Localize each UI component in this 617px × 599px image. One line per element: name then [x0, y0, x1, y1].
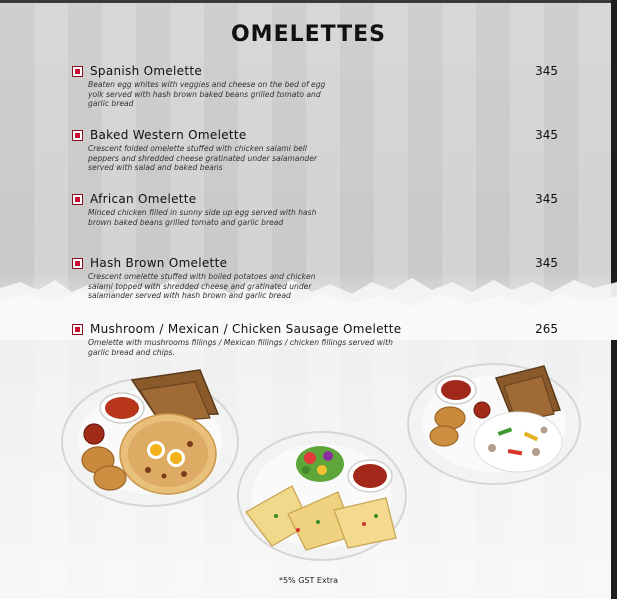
menu-item-name: Hash Brown Omelette [90, 256, 228, 270]
bullet-square-icon [72, 258, 83, 269]
bullet-square-icon [72, 66, 83, 77]
menu-item-description: Crescent folded omelette stuffed with chicken salami bell peppers and shredded cheese gratinated under salamander served with salad and baked beans [88, 144, 318, 172]
menu-item-price: 345 [535, 192, 558, 206]
menu-item-header [72, 64, 562, 78]
menu-item-price: 265 [535, 322, 558, 336]
menu-item-header [72, 256, 562, 270]
bullet-square-icon [72, 194, 83, 205]
menu-item-name: African Omelette [90, 192, 197, 206]
menu-item [72, 256, 562, 301]
menu-item-price: 345 [535, 64, 558, 78]
baked-western-omelette-plate-image [236, 426, 408, 566]
menu-item-description: Omelette with mushrooms fillings / Mexican fillings / chicken fillings served with garlic bread and chips. [88, 338, 393, 357]
bullet-square-icon [72, 130, 83, 141]
gst-footnote: *5% GST Extra [278, 576, 339, 585]
menu-item-name: Baked Western Omelette [90, 128, 247, 142]
menu-item [72, 64, 562, 109]
african-omelette-plate-image [404, 360, 584, 490]
menu-item-header [72, 128, 562, 142]
menu-item-name: Spanish Omelette [90, 64, 203, 78]
menu-item-header [72, 322, 562, 336]
menu-item-description: Minced chicken filled in sunny side up egg served with hash brown baked beans grilled tomato and garlic bread [88, 208, 317, 227]
menu-item-price: 345 [535, 128, 558, 142]
bullet-square-icon [72, 324, 83, 335]
menu-item-name: Mushroom / Mexican / Chicken Sausage Omelette [90, 322, 402, 336]
menu-item-description: Beaten egg whites with veggies and cheese on the bed of egg yolk served with hash brown baked beans grilled tomato and garlic bread [88, 80, 326, 108]
menu-item [72, 322, 562, 357]
menu-title: OMELETTES [230, 22, 387, 47]
menu-item [72, 128, 562, 173]
menu-item-header [72, 192, 562, 206]
menu-item-description: Crescent omelette stuffed with boiled potatoes and chicken salami topped with shredded cheese and gratinated under salamander served with hash brown and garlic bread [88, 272, 316, 300]
menu-item-price: 345 [535, 256, 558, 270]
spanish-omelette-plate-image [60, 368, 240, 508]
menu-item [72, 192, 562, 227]
top-border [0, 0, 617, 3]
